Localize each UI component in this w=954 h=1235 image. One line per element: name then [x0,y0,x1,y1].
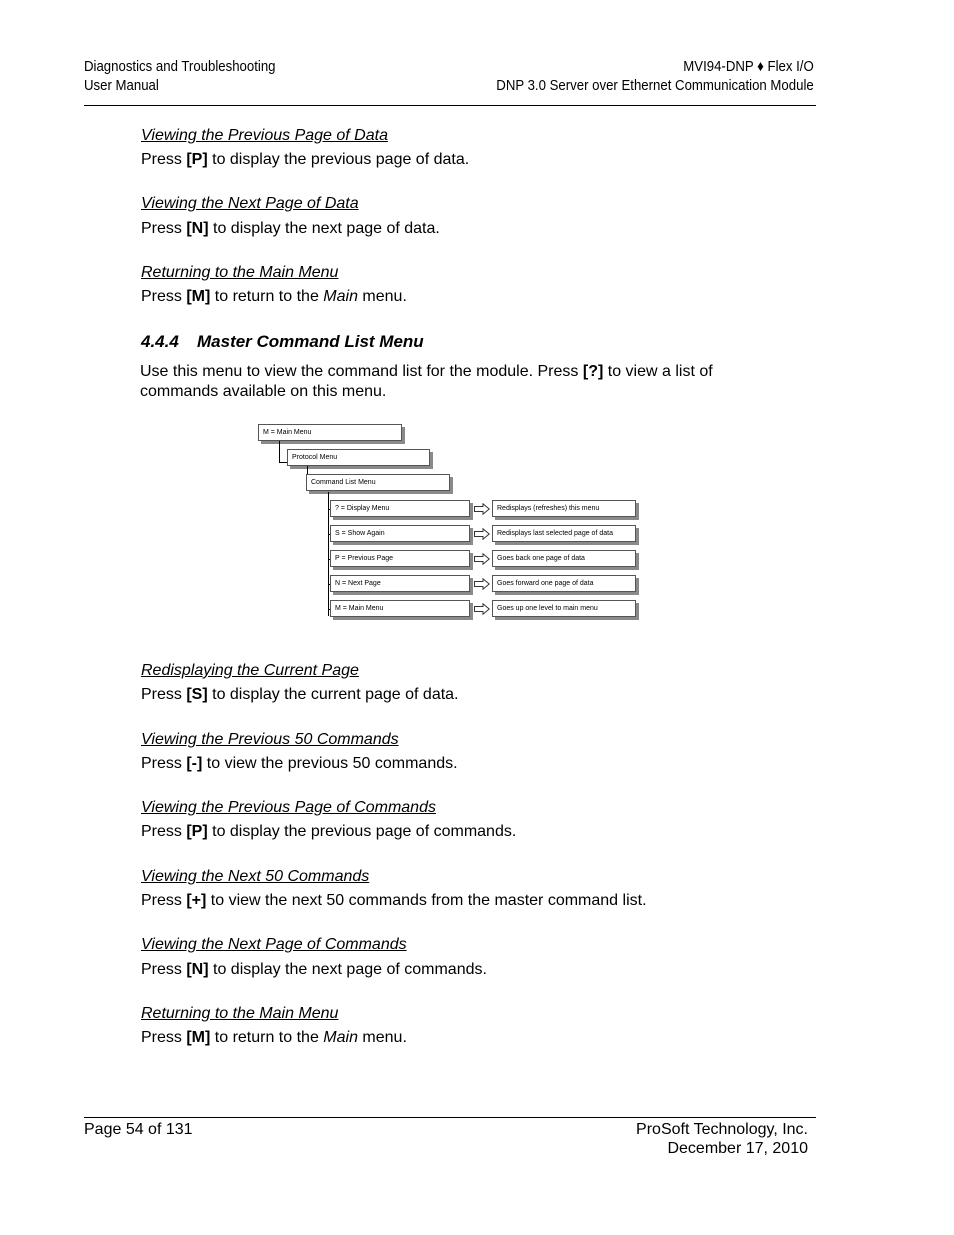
key-label: [N] [186,220,209,237]
diagram-connector [307,466,308,488]
diagram-box-menu-description: Goes forward one page of data [492,575,636,592]
diagram-box-menu-key: S = Show Again [330,525,470,542]
subheading-prev-page-data: Viewing the Previous Page of Data [141,127,388,144]
para-return-main-1: Press [M] to return to the Main menu. [141,288,407,305]
diagram-connector [328,584,331,585]
diagram-box-menu-description: Goes up one level to main menu [492,600,636,617]
key-label: [P] [186,823,208,840]
diagram-connector [328,492,329,616]
diagram-connector [328,534,331,535]
arrow-right-icon [474,553,490,565]
diagram-box-menu-description: Goes back one page of data [492,550,636,567]
diagram-connector [328,559,331,560]
key-label: [-] [186,755,203,772]
para-redisplay-current: Press [S] to display the current page of data. [141,686,459,703]
key-label: [M] [186,288,211,305]
subheading-next-page-commands: Viewing the Next Page of Commands [141,936,407,953]
diagram-box-command-list-menu: Command List Menu [306,474,450,491]
footer-rule [84,1117,816,1118]
key-label: [P] [186,151,208,168]
para-return-main-2: Press [M] to return to the Main menu. [141,1029,407,1046]
header-right [497,57,814,95]
subheading-redisplay-current: Redisplaying the Current Page [141,662,359,679]
para-prev-page-data: Press [P] to display the previous page of data. [141,151,470,168]
diagram-connector [307,487,316,488]
diagram-box-protocol-menu: Protocol Menu [287,449,430,466]
key-label: [N] [186,961,209,978]
section-heading [141,332,424,352]
key-label: [+] [186,892,207,909]
subheading-prev-page-commands: Viewing the Previous Page of Commands [141,799,436,816]
diagram-box-main-menu: M = Main Menu [258,424,402,441]
subheading-return-main-1: Returning to the Main Menu [141,264,339,281]
para-next-page-commands: Press [N] to display the next page of commands. [141,961,487,978]
diagram-box-menu-description: Redisplays last selected page of data [492,525,636,542]
footer-company: ProSoft Technology, Inc. [636,1121,808,1138]
footer-date: December 17, 2010 [667,1140,808,1157]
section-title: Master Command List Menu [197,332,424,351]
para-prev-50: Press [-] to view the previous 50 commands. [141,755,458,772]
arrow-right-icon [474,528,490,540]
diagram-box-menu-key: P = Previous Page [330,550,470,567]
key-label: [S] [186,686,208,703]
header-product-desc: DNP 3.0 Server over Ethernet Communication Module [496,77,814,94]
diagram-box-menu-key: ? = Display Menu [330,500,470,517]
footer-right [636,1120,808,1158]
key-label: [?] [582,363,604,380]
section-number: 4.4.4 [141,332,179,351]
key-label: [M] [186,1029,211,1046]
diagram-connector [279,441,280,463]
header-rule [84,105,816,106]
para-prev-page-commands: Press [P] to display the previous page of commands. [141,823,517,840]
header-chapter: Diagnostics and Troubleshooting [84,58,276,75]
header-manual: User Manual [84,77,159,94]
diagram-box-menu-key: N = Next Page [330,575,470,592]
arrow-right-icon [474,578,490,590]
arrow-right-icon [474,503,490,515]
subheading-return-main-2: Returning to the Main Menu [141,1005,339,1022]
para-next-50: Press [+] to view the next 50 commands from the master command list. [141,892,647,909]
arrow-right-icon [474,603,490,615]
para-next-page-data: Press [N] to display the next page of data. [141,220,440,237]
footer-page-number: Page 54 of 131 [84,1121,193,1138]
diagram-connector [328,509,331,510]
diagram-box-menu-description: Redisplays (refreshes) this menu [492,500,636,517]
diagram-connector [279,462,288,463]
header-product: MVI94-DNP ♦ Flex I/O [683,58,814,75]
diagram-connector [328,609,331,610]
subheading-next-page-data: Viewing the Next Page of Data [141,195,359,212]
header-left [84,57,276,95]
intro-paragraph: Use this menu to view the command list for the module. Press [?] to view a list of commands available on this menu. [140,363,713,400]
diagram-box-menu-key: M = Main Menu [330,600,470,617]
subheading-next-50: Viewing the Next 50 Commands [141,868,370,885]
subheading-prev-50: Viewing the Previous 50 Commands [141,731,399,748]
